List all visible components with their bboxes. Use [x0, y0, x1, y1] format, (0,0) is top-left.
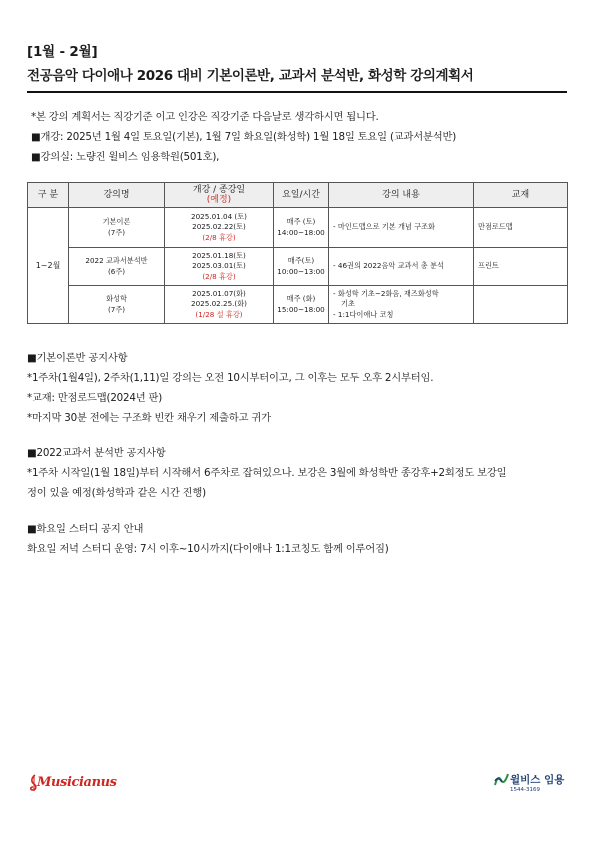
title-divider	[27, 91, 567, 93]
header-course: 강의명	[69, 183, 165, 208]
break-note: (2/8 휴강)	[202, 271, 236, 281]
class-day: 매주 (화)	[286, 294, 316, 304]
study-notice-title: ■화요일 스터디 공지 안내	[27, 523, 144, 535]
table-header-row	[28, 183, 568, 208]
material-cell: 만점로드맵	[474, 208, 568, 248]
content-cell	[329, 208, 474, 248]
willbes-logo	[494, 771, 570, 799]
intro-room: ■강의실: 노량진 윌비스 임용학원(501호),	[31, 151, 220, 163]
table-row	[28, 286, 568, 324]
course-weeks: (7주)	[107, 304, 126, 314]
content-line: - 46권의 2022음악 교과서 총 분석	[333, 261, 444, 271]
class-day: 매주(토)	[287, 256, 315, 266]
basic-notice-line: *교재: 만점로드맵(2024년 판)	[27, 392, 163, 404]
basic-notice-line: *1주차(1월4일), 2주차(1,11)일 강의는 오전 10시부터이고, 그 이후는 모두 오후 2시부터임.	[27, 372, 434, 384]
course-cell	[69, 248, 165, 286]
break-note: (1/28 설 휴강)	[195, 309, 243, 319]
dates-cell	[165, 286, 274, 324]
course-name: 화성학	[106, 294, 127, 304]
textbook-notice-title: ■2022교과서 분석반 공지사항	[27, 447, 166, 459]
willbes-phone: 1544-3169	[510, 787, 540, 793]
class-time: 14:00~18:00	[277, 227, 325, 237]
willbes-emblem-icon	[494, 772, 509, 787]
intro-opening: ■개강: 2025년 1월 4일 토요일(기본), 1월 7일 화요일(화성학) 1월 18일 토요일 (교과서분석반)	[31, 131, 457, 143]
course-cell	[69, 286, 165, 324]
start-date: 2025.01.18(토)	[192, 250, 246, 260]
table-row	[28, 248, 568, 286]
end-date: 2025.02.25.(화)	[191, 299, 247, 309]
break-note: (2/8 휴강)	[202, 232, 236, 242]
document-title: 전공음악 다이애나 2026 대비 기본이론반, 교과서 분석반, 화성학 강의계획서	[27, 68, 474, 84]
textbook-notice-line: *1주차 시작일(1월 18일)부터 시작해서 6주차로 잡혀있으나. 보강은 3월에 화성학반 종강후+2회정도 보강일	[27, 467, 507, 479]
start-date: 2025.01.04 (토)	[191, 211, 247, 221]
intro-note: *본 강의 계획서는 직강기준 이고 인강은 직강기준 다음날로 생각하시면 됩니다.	[31, 111, 379, 123]
period-label: [1월 - 2월]	[27, 44, 98, 60]
musicianus-logo	[27, 772, 117, 800]
header-content: 강의 내용	[329, 183, 474, 208]
course-cell	[69, 208, 165, 248]
start-date: 2025.01.07(화)	[192, 288, 246, 298]
content-cell	[329, 286, 474, 324]
table-row	[28, 208, 568, 248]
content-line-cont: 기초	[341, 299, 355, 309]
course-name: 기본이론	[102, 217, 131, 227]
class-time: 10:00~13:00	[277, 266, 325, 276]
end-date: 2025.02.22(토)	[192, 222, 246, 232]
header-dates-main: 개강 / 종강일	[192, 184, 246, 195]
content-line: - 마인드맵으로 기본 개념 구조화	[333, 222, 435, 232]
dates-cell	[165, 248, 274, 286]
textbook-notice-line: 정이 있을 예정(화성학과 같은 시간 진행)	[27, 487, 206, 499]
course-weeks: (7주)	[107, 227, 126, 237]
schedule-table	[27, 182, 568, 324]
schedule-cell	[274, 248, 329, 286]
content-line: - 화성학 기초~2화음, 재즈화성학	[333, 288, 439, 298]
course-weeks: (6주)	[107, 266, 126, 276]
content-cell	[329, 248, 474, 286]
header-category: 구 분	[28, 183, 69, 208]
header-dates-tentative: (예정)	[206, 195, 232, 205]
class-day: 매주 (토)	[286, 217, 316, 227]
class-time: 15:00~18:00	[277, 304, 325, 314]
schedule-cell	[274, 286, 329, 324]
material-cell	[474, 286, 568, 324]
course-name: 2022 교과서분석반	[85, 256, 148, 266]
basic-notice-line: *마지막 30분 전에는 구조화 빈칸 채우기 제출하고 귀가	[27, 412, 271, 424]
header-material: 교재	[474, 183, 568, 208]
basic-notice-title: ■기본이론반 공지사항	[27, 352, 128, 364]
content-line-2: - 1:1다이애나 코칭	[333, 309, 394, 319]
dates-cell	[165, 208, 274, 248]
end-date: 2025.03.01(토)	[192, 261, 246, 271]
header-dates	[165, 183, 274, 208]
material-cell: 프린트	[474, 248, 568, 286]
study-notice-line: 화요일 저녁 스터디 운영: 7시 이후~10시까지(다이애나 1:1코칭도 함께 이루어짐)	[27, 543, 389, 555]
musicianus-brand: Musicianus	[37, 775, 117, 790]
schedule-cell	[274, 208, 329, 248]
category-cell: 1~2월	[28, 208, 69, 324]
header-schedule: 요일/시간	[274, 183, 329, 208]
willbes-brand: 윌비스 임용	[510, 774, 565, 786]
